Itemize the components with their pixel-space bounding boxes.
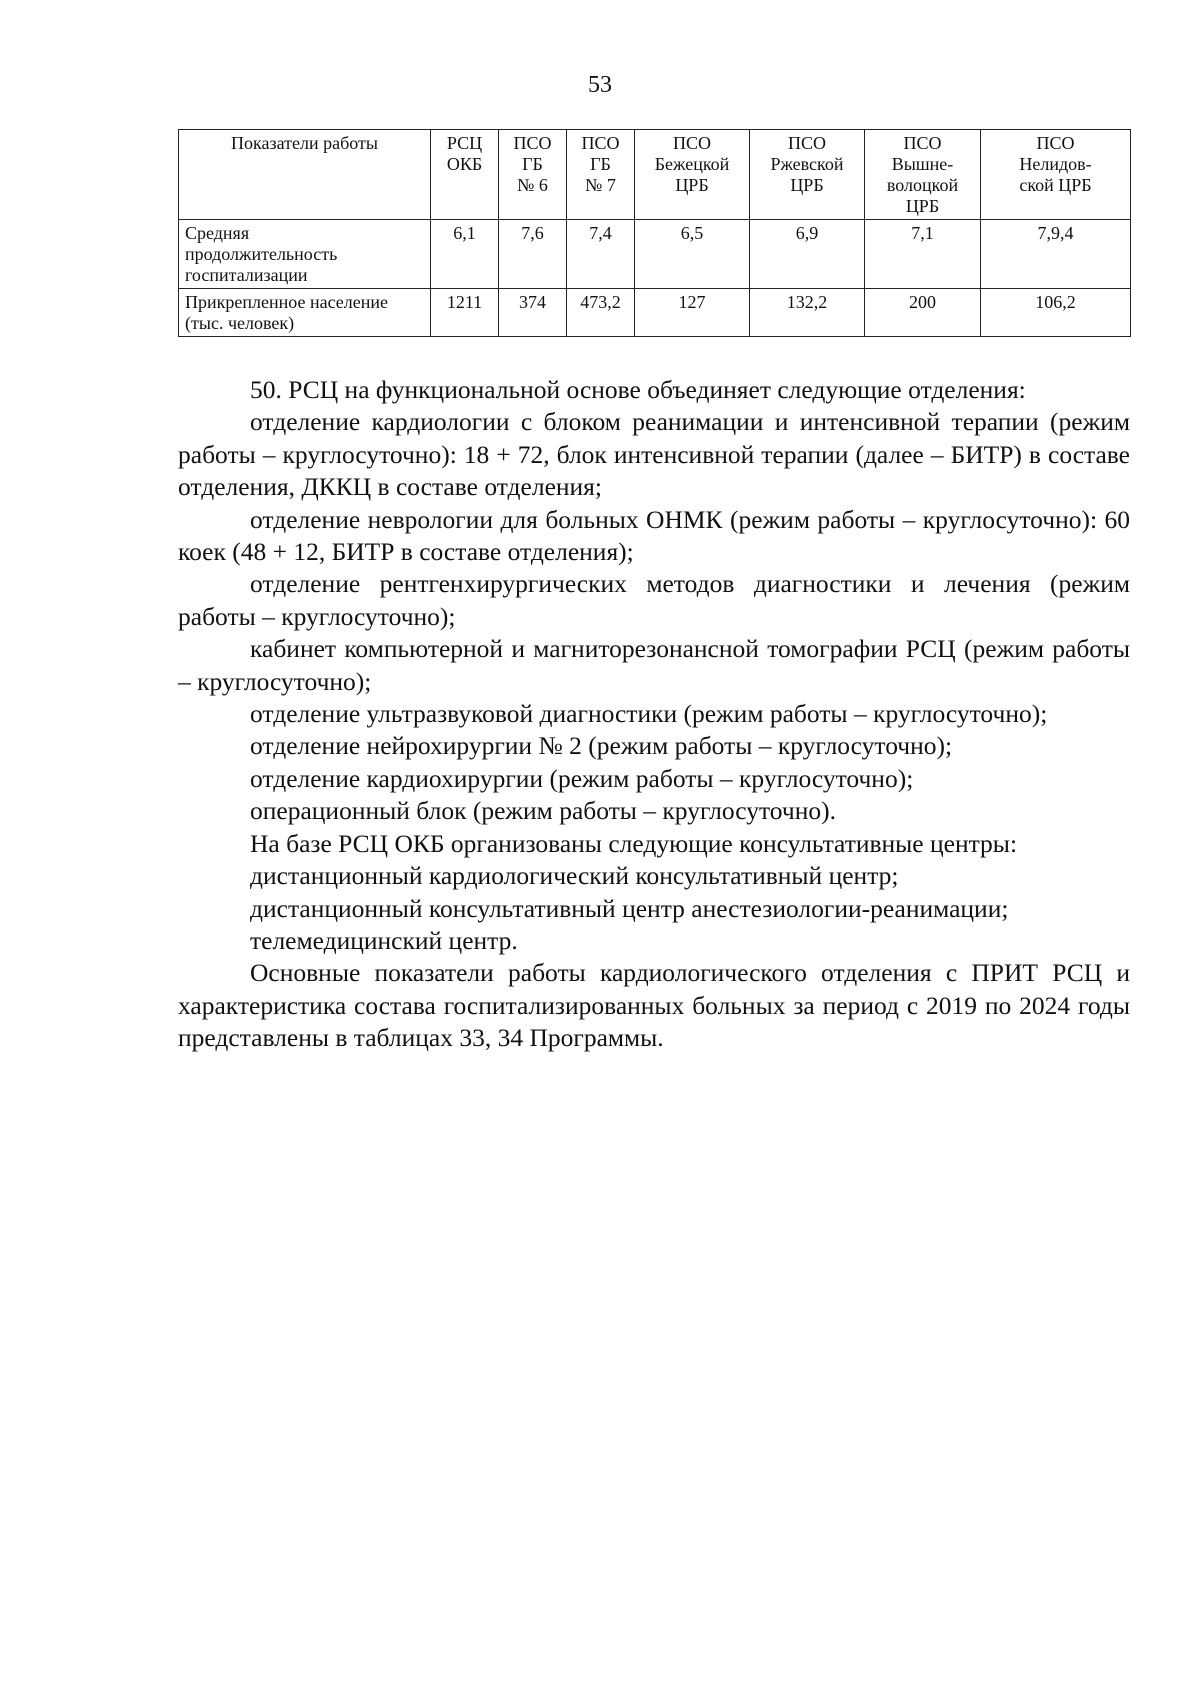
row-label-line: (тыс. человек) (185, 313, 295, 333)
header-cell-pso-gb7 (567, 130, 635, 220)
header-line: Вышне- (891, 154, 954, 174)
table-cell: 7,1 (865, 220, 981, 289)
paragraph: операционный блок (режим работы – круглосуточно). (250, 796, 836, 826)
table-cell: 1211 (431, 289, 499, 337)
header-line: ПСО (513, 133, 552, 153)
header-cell-indicators (179, 130, 431, 220)
paragraph: отделение неврологии для больных ОНМК (режим работы – круглосуточно): 60 коек (48 + 12, БИТР в составе отделения); (178, 504, 1130, 567)
header-line: ОКБ (446, 154, 483, 174)
header-line: ПСО (903, 133, 942, 153)
paragraph: отделение кардиохирургии (режим работы – круглосуточно); (250, 763, 914, 793)
header-cell-pso-gb6 (499, 130, 567, 220)
performance-table (178, 129, 1131, 337)
header-line: ГБ (590, 154, 611, 174)
table-cell: 127 (635, 289, 750, 337)
header-line: ГБ (522, 154, 543, 174)
page-number: 53 (588, 72, 612, 98)
row-label (179, 220, 431, 289)
header-line: № 7 (585, 175, 616, 195)
paragraph: телемедицинский центр. (250, 925, 518, 955)
header-line: ПСО (787, 133, 826, 153)
row-label (179, 289, 431, 337)
paragraph: дистанционный кардиологический консультативный центр; (250, 861, 899, 891)
paragraph: Основные показатели работы кардиологического отделения с ПРИТ РСЦ и характеристика состава госпитализированных больных за период с 2019 по 2024 годы представлены в таблицах 33, 34 Программы. (178, 958, 1130, 1053)
row-label-line: Средняя (185, 223, 250, 243)
header-cell-pso-rzhev (750, 130, 865, 220)
table-cell: 374 (499, 289, 567, 337)
paragraph: кабинет компьютерной и магниторезонансной томографии РСЦ (режим работы – круглосуточно); (178, 634, 1130, 696)
header-line: Бежецкой (654, 154, 730, 174)
row-label-line: продолжительность (185, 244, 338, 264)
header-line: ПСО (581, 133, 620, 153)
paragraph: На базе РСЦ ОКБ организованы следующие консультативные центры: (250, 828, 1018, 858)
table-cell: 7,9,4 (981, 220, 1131, 289)
header-line: ской ЦРБ (1019, 175, 1092, 195)
header-line: Показатели работы (231, 133, 378, 153)
header-line: Нелидов- (1019, 154, 1092, 174)
paragraph: отделение нейрохирургии № 2 (режим работы – круглосуточно); (250, 731, 953, 761)
table-cell: 200 (865, 289, 981, 337)
table-cell: 6,1 (431, 220, 499, 289)
header-line: волоцкой (886, 175, 959, 195)
paragraph: отделение ультразвуковой диагностики (режим работы – круглосуточно); (250, 699, 1048, 729)
header-line: ПСО (672, 133, 711, 153)
header-line: ЦРБ (675, 175, 709, 195)
paragraph: отделение рентгенхирургических методов диагностики и лечения (режим работы – круглосуточно); (178, 569, 1130, 631)
table-cell: 6,5 (635, 220, 750, 289)
table-header-row (179, 130, 1131, 220)
header-cell-pso-nelidovo (981, 130, 1131, 220)
header-line: ПСО (1036, 133, 1075, 153)
table-cell: 7,6 (499, 220, 567, 289)
header-cell-pso-bezhetsk (635, 130, 750, 220)
table-cell: 473,2 (567, 289, 635, 337)
row-label-line: госпитализации (185, 265, 308, 285)
header-line: ЦРБ (790, 175, 824, 195)
table-cell: 7,4 (567, 220, 635, 289)
table-row (179, 289, 1131, 337)
header-line: Ржевской (770, 154, 844, 174)
row-label-line: Прикрепленное население (185, 292, 388, 312)
table-cell: 106,2 (981, 289, 1131, 337)
paragraph-section-50: 50. РСЦ на функциональной основе объединяет следующие отделения: (250, 375, 1026, 404)
header-line: ЦРБ (905, 196, 940, 216)
paragraph: дистанционный консультативный центр анестезиологии-реанимации; (250, 893, 1009, 923)
body-text (178, 374, 1130, 1055)
table-row (179, 220, 1131, 289)
header-cell-rsc-okb (431, 130, 499, 220)
table-cell: 132,2 (750, 289, 865, 337)
paragraph: отделение кардиологии с блоком реанимации и интенсивной терапии (режим работы – круглосуточно): 18 + 72, блок интенсивной терапии (далее – БИТР) в составе отделения, ДККЦ в составе отделения; (178, 407, 1130, 502)
header-line: № 6 (517, 175, 548, 195)
table-cell: 6,9 (750, 220, 865, 289)
header-line: РСЦ (446, 133, 483, 153)
header-cell-pso-vyshny-volochek (865, 130, 981, 220)
